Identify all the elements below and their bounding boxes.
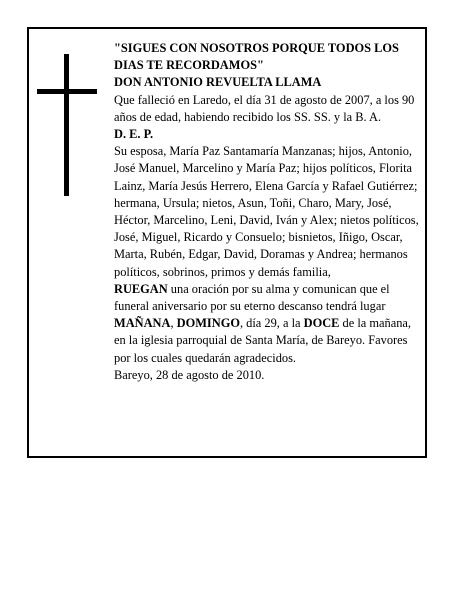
cross-vertical-bar: [64, 54, 69, 196]
request-comma: ,: [170, 316, 177, 331]
cross-horizontal-bar: [37, 89, 97, 94]
family-list: Su esposa, María Paz Santamaría Manzanas; hijos, Antonio, José Manuel, Marcelino y María Paz; hijos políticos, Florita Lainz, María Jesús Herrero, Elena García y Rafael Gutiérrez; hermana, Ursula; nietos, Asun, Toñi, Charo, Mary, José, Héctor, Marcelino, Leni, David, Iván y Alex; nietos políticos, José, Miguel, Ricardo y Consuelo; bisnietos, Iñigo, Oscar, Marta, Rubén, Edgar, David, Doramas y Andrea; hermanos políticos, sobrinos, primos y demás familia,: [114, 144, 419, 279]
closing-place-date: Bareyo, 28 de agosto de 2010.: [114, 367, 265, 382]
notice-heading: "SIGUES CON NOSOTROS PORQUE TODOS LOS DIAS TE RECORDAMOS": [114, 41, 399, 73]
request-text-3: de la mañana, en la iglesia parroquial de Santa María, de Bareyo. Favores por los cuales quedarán agradecidos.: [114, 316, 411, 365]
domingo-label: DOMINGO: [176, 316, 240, 331]
funeral-request: [114, 281, 419, 367]
request-text-1: una oración por su alma y comunican que el funeral aniversario por su eterno descanso tendrá lugar: [114, 281, 390, 314]
obituary-text: [114, 40, 419, 384]
manana-label: MAÑANA: [114, 316, 171, 331]
doce-label: DOCE: [303, 316, 340, 331]
cross-icon: [37, 54, 97, 196]
deceased-name: DON ANTONIO REVUELTA LLAMA: [114, 75, 322, 90]
dep-abbreviation: D. E. P.: [114, 127, 154, 142]
death-info: Que falleció en Laredo, el día 31 de agosto de 2007, a los 90 años de edad, habiendo recibido los SS. SS. y la B. A.: [114, 92, 415, 124]
request-text-2: , día 29, a la: [239, 316, 304, 331]
ruegan-label: RUEGAN: [114, 281, 168, 296]
